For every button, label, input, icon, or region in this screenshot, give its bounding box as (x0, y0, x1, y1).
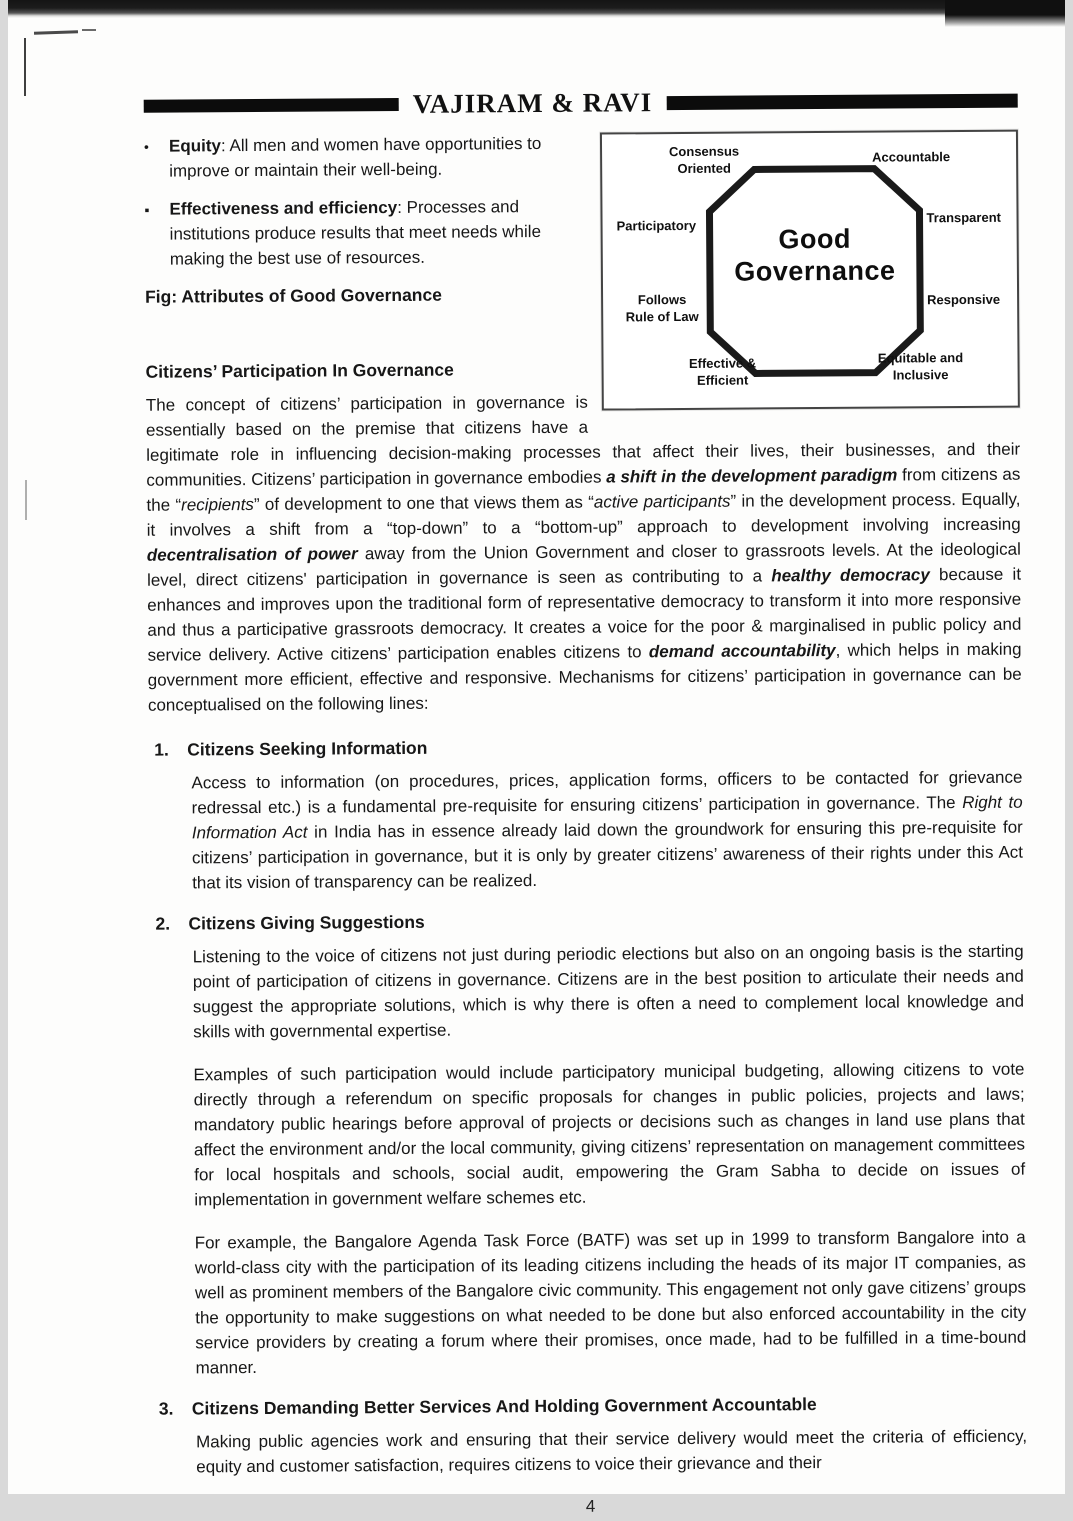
section-paragraph: For example, the Bangalore Agenda Task Force (BATF) was set up in 1999 to transform Bangalore into a world-class city with the participation of its leading citizens including the heads of its major IT companies, as well as prominent members of the Bangalore civic community. This engagement not only gave citizens’ groups the opportunity to make suggestions on what needed to be done but also enforced accountability in the city service providers by creating a forum where their promises, once made, had to be fulfilled in a time-bound manner. (194, 1227, 1027, 1378)
section-heading-row (155, 908, 1023, 935)
diagram-label-participatory: Participatory (616, 217, 697, 234)
header-bar-right (666, 93, 1018, 109)
bullet-equity-text: Equity: All men and women have opportunities to improve or maintain their well-being. (168, 133, 542, 181)
page-number: 4 (585, 1496, 596, 1516)
section-number: 2. (155, 913, 171, 934)
brand-header (144, 85, 1018, 122)
diagram-label-follows-rule-of-law: Follows Rule of Law (625, 291, 699, 325)
section-title: Citizens Demanding Better Services And Holding Government Accountable (191, 1394, 817, 1419)
diagram-label-consensus-oriented: Consensus Oriented (668, 143, 740, 176)
section-number: 3. (158, 1398, 174, 1419)
diagram-label-accountable: Accountable (872, 149, 951, 165)
brand-title: VAJIRAM & RAVI (412, 87, 653, 119)
section-heading-row (159, 1393, 1027, 1420)
diagram-label-effective-efficient: Effective & Efficient (688, 355, 757, 388)
section-heading-row (154, 734, 1022, 761)
intro-paragraph: The concept of citizens’ participation in governance is essentially based on the premise that citizens have a legitimate role in influencing decision-making processes that affect their lives, their businesses, and their communities. Citizens’ participation in governance embodies a shift in the development paradigm from citizens as the “recipients” of development to one that views them as “active participants” in the development process. Equally, it involves a shift from a “top-down” to a “bottom-up” approach to development involving increasing decentralisation of power away from the Union Government and closer to grassroots levels. At the ideological level, direct citizens' participation in governance is seen as contributing to a healthy democracy because it enhances and improves upon the traditional form of representative democracy to transform it into more responsive and thus a participative grassroots democracy. It creates a voice for the poor & marginalised in public policy and service delivery. Active citizens’ participation enables citizens to demand accountability, which helps in making government more efficient, effective and responsive. Mechanisms for citizens’ participation in governance can be conceptualised on the following lines: (145, 392, 1022, 715)
diagram-label-transparent: Transparent (926, 209, 1002, 226)
document-page (8, 0, 1065, 1516)
bullet-dot-icon: • (143, 138, 149, 155)
bullet-equity (144, 131, 586, 184)
diagram-label-responsive: Responsive (927, 291, 1001, 308)
bullet-square-icon: ▪ (144, 201, 150, 218)
intro-heading: Citizens’ Participation In Governance (145, 359, 454, 382)
figure-caption: Fig: Attributes of Good Governance (144, 284, 442, 307)
section-paragraph: Access to information (on procedures, prices, application forms, officers to be contacted for grievance redressal etc.) is a fundamental pre-requisite for ensuring citizens’ participation in governance. The Right to Information Act in India has in essence already laid down the groundwork for ensuring this pre-requisite for citizens’ participation in governance, but it is only by greater citizens’ awareness of their rights under this Act that its vision of transparency can be realized. (191, 767, 1024, 893)
section-citizens-giving-suggestions (149, 908, 1026, 1381)
section-title: Citizens Seeking Information (187, 737, 428, 760)
diagram-center-label: Good Governance (734, 223, 896, 288)
section-title: Citizens Giving Suggestions (188, 911, 425, 934)
section-paragraph: Examples of such participation would include participatory municipal budgeting, allowing citizens to vote directly through a referendum on specific proposals for changes in public policies, projects and laws; mandatory public hearings before approval of projects or decisions such as changes in land use plans that affect the environment and/or the local community, giving citizens’ representation on management committees for local hospitals and schools, social audit, empowering the Gram Sabha to decide on issues of implementation in government welfare schemes etc. (193, 1059, 1026, 1210)
numbered-sections (148, 734, 1027, 1480)
diagram-label-equitable-inclusive: Equitable and Inclusive (877, 350, 964, 383)
bullet-effectiveness (144, 194, 587, 272)
good-governance-diagram (600, 130, 1020, 411)
section-paragraph: Making public agencies work and ensuring that their service delivery would meet the criteria of efficiency, equity and customer satisfaction, requires citizens to voice their grievance and their (195, 1426, 1028, 1477)
header-bar-left (144, 98, 399, 113)
section-citizens-demanding-better-services (153, 1393, 1028, 1480)
bullet-effectiveness-text: Effectiveness and efficiency: Processes and institutions produce results that meet needs while making the best use of resources. (169, 197, 542, 269)
section-number: 1. (154, 739, 169, 760)
page-content (8, 0, 1073, 1521)
section-paragraph: Listening to the voice of citizens not just during periodic elections but also on an ongoing basis is the starting point of participation of citizens in governance. Citizens are in the best position to articulate their needs and suggest the appropriate solutions, which is why there is often a need to complement local knowledge and skills with governmental expertise. (192, 941, 1025, 1042)
section-citizens-seeking-information (148, 734, 1023, 896)
top-section (144, 128, 1022, 718)
